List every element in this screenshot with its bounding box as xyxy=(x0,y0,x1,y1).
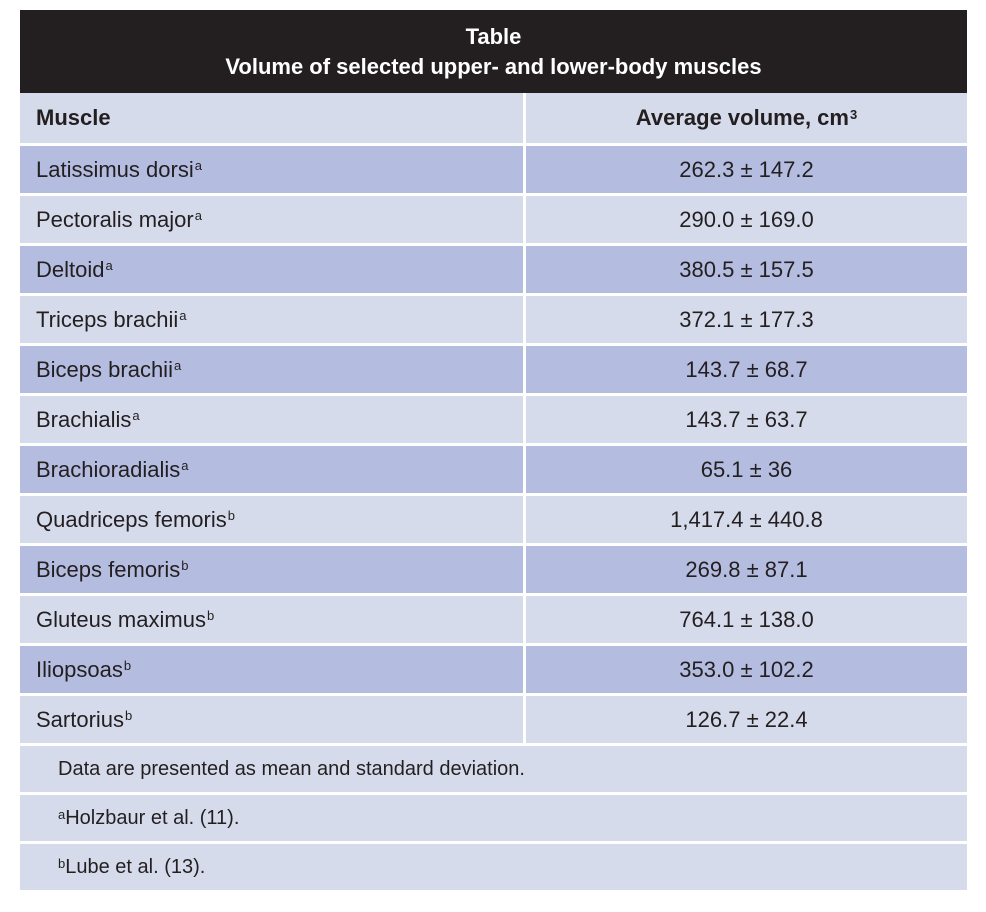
muscle-name: Sartorius xyxy=(36,706,125,732)
table-subtitle: Volume of selected upper- and lower-body muscles xyxy=(225,53,762,79)
muscle-name: Iliopsoas xyxy=(36,656,123,682)
table-row-muscle xyxy=(20,246,526,296)
table-row-muscle xyxy=(20,696,526,746)
table-row-volume xyxy=(526,446,967,496)
muscle-name: Gluteus maximus xyxy=(36,606,206,632)
table-row-volume xyxy=(526,196,967,246)
table-row-muscle xyxy=(20,546,526,596)
table-row-volume xyxy=(526,496,967,546)
volume-value: 1,417.4 ± 440.8 xyxy=(670,506,823,532)
muscle-name: Pectoralis major xyxy=(36,206,194,232)
volume-value: 269.8 ± 87.1 xyxy=(685,556,808,582)
muscle-name: Brachialis xyxy=(36,406,132,432)
muscle-source-sup: b xyxy=(227,508,235,523)
muscle-name: Brachioradialis xyxy=(36,456,181,482)
muscle-source-sup: a xyxy=(179,308,187,323)
table-row-volume xyxy=(526,696,967,746)
muscle-source-sup: a xyxy=(194,158,202,173)
muscle-source-sup: b xyxy=(125,708,133,723)
volume-value: 143.7 ± 68.7 xyxy=(685,356,808,382)
table-row-volume xyxy=(526,596,967,646)
volume-value: 372.1 ± 177.3 xyxy=(679,306,814,332)
footnote-marker: a xyxy=(58,806,66,822)
muscle-name: Biceps brachii xyxy=(36,356,173,382)
footnote-text: Data are presented as mean and standard deviation. xyxy=(58,757,525,780)
table-row-muscle xyxy=(20,146,526,196)
header-muscle-label: Muscle xyxy=(36,105,111,130)
volume-value: 290.0 ± 169.0 xyxy=(679,206,814,232)
table-row-muscle xyxy=(20,596,526,646)
table-row-volume xyxy=(526,246,967,296)
table-row-muscle xyxy=(20,346,526,396)
table-title: Table xyxy=(465,23,522,49)
header-volume xyxy=(526,93,967,146)
muscle-source-sup: b xyxy=(206,608,215,623)
table-row-muscle xyxy=(20,646,526,696)
table-row-muscle xyxy=(20,496,526,546)
volume-value: 143.7 ± 63.7 xyxy=(685,406,808,432)
volume-value: 65.1 ± 36 xyxy=(700,456,793,482)
muscle-name: Triceps brachii xyxy=(36,306,179,332)
footnote xyxy=(20,746,967,795)
header-volume-unit-sup: 3 xyxy=(849,106,858,122)
muscle-name: Deltoid xyxy=(36,256,105,282)
table-row-volume xyxy=(526,646,967,696)
muscle-source-sup: a xyxy=(194,208,202,223)
table-row-muscle xyxy=(20,296,526,346)
footnote-marker: b xyxy=(58,855,66,871)
header-muscle xyxy=(20,93,526,146)
volume-value: 764.1 ± 138.0 xyxy=(679,606,814,632)
table-row-muscle xyxy=(20,396,526,446)
table-row-volume xyxy=(526,146,967,196)
footnote-text: Holzbaur et al. (11). xyxy=(65,806,240,829)
table-body xyxy=(20,93,967,746)
table-row-volume xyxy=(526,546,967,596)
table-row-volume xyxy=(526,346,967,396)
footnote-text: Lube et al. (13). xyxy=(65,855,206,878)
muscle-source-sup: a xyxy=(181,458,189,473)
table-footnotes xyxy=(20,746,967,893)
table-row-muscle xyxy=(20,446,526,496)
muscle-source-sup: a xyxy=(132,408,140,423)
volume-value: 380.5 ± 157.5 xyxy=(679,256,814,282)
muscle-source-sup: b xyxy=(123,658,132,673)
muscle-source-sup: a xyxy=(105,258,113,273)
table-row-volume xyxy=(526,396,967,446)
table-title-bar xyxy=(20,10,967,93)
table-row-volume xyxy=(526,296,967,346)
muscle-name: Latissimus dorsi xyxy=(36,156,194,182)
header-volume-label: Average volume, cm xyxy=(635,105,849,130)
footnote xyxy=(20,844,967,893)
footnote xyxy=(20,795,967,844)
table-row-muscle xyxy=(20,196,526,246)
volume-value: 126.7 ± 22.4 xyxy=(685,706,808,732)
volume-value: 262.3 ± 147.2 xyxy=(679,156,814,182)
muscle-name: Quadriceps femoris xyxy=(36,506,227,532)
muscle-volume-table xyxy=(20,10,967,893)
volume-value: 353.0 ± 102.2 xyxy=(679,656,814,682)
muscle-name: Biceps femoris xyxy=(36,556,181,582)
muscle-source-sup: b xyxy=(181,558,189,573)
muscle-source-sup: a xyxy=(173,358,182,373)
